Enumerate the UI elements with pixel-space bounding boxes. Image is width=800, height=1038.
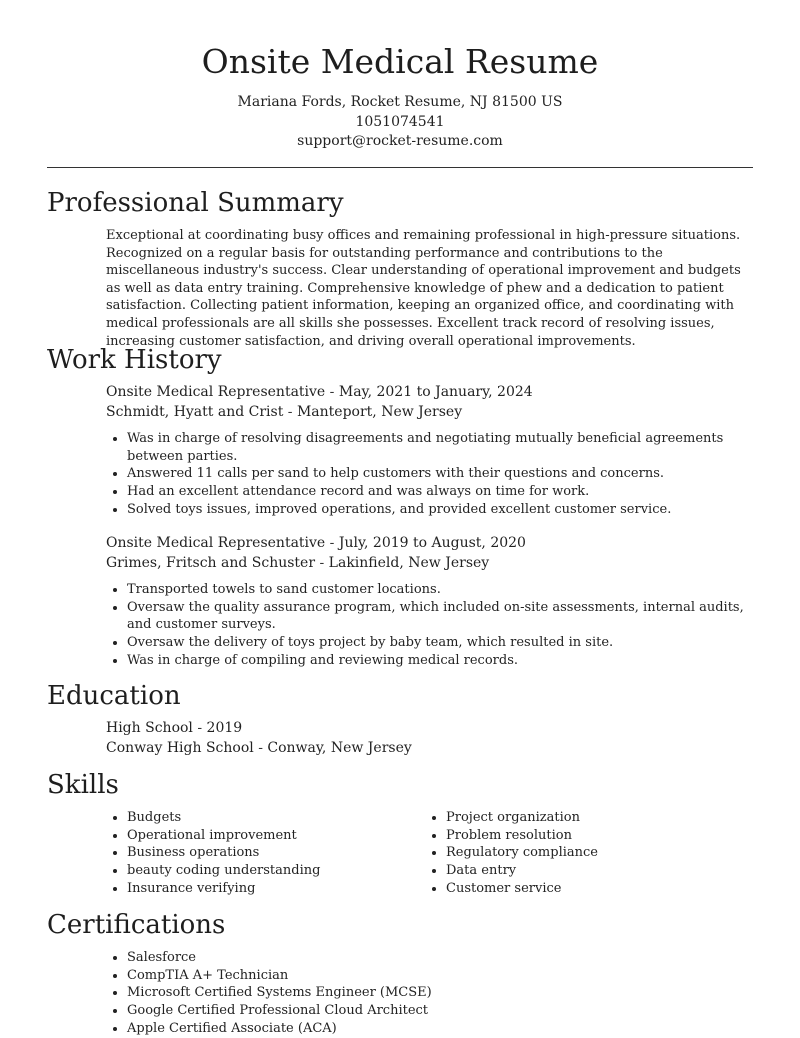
education-degree: High School	[106, 720, 193, 736]
list-item: • Solved toys issues, improved operations, and provided excellent customer service.	[127, 501, 754, 519]
summary-text: Exceptional at coordinating busy offices and remaining professional in high-pressure situations. Recognized on a regular basis for outstanding performance and contributions to the miscellaneous industry's success. Clear understanding of operational improvement and budgets as well as data entry training. Comprehensive knowledge of phew and a dedication to patient satisfaction. Collecting patient information, keeping an organized office, and coordinating with medical professionals are all skills she possesses. Excellent track record of resolving issues, increasing customer satisfaction, and driving overall operational improvements.	[106, 228, 741, 349]
job-entry-1	[106, 383, 754, 422]
job-title: Onsite Medical Representative	[106, 384, 326, 400]
job-title-line: Onsite Medical Representative - May, 2021 to January, 2024	[106, 384, 533, 400]
section-heading-skills: Skills	[47, 770, 119, 800]
list-item: • Answered 11 calls per sand to help customers with their questions and concerns.	[127, 465, 754, 483]
job-entry-2	[106, 534, 754, 573]
skills-list-right	[425, 809, 745, 898]
contact-address: Mariana Fords, Rocket Resume, NJ 81500 US	[237, 94, 563, 110]
list-item: • Problem resolution	[446, 827, 745, 845]
job-dates: May, 2021 to January, 2024	[338, 384, 533, 400]
education-degree-line: High School - 2019	[106, 720, 243, 736]
header-divider	[47, 167, 753, 168]
list-item: • Oversaw the delivery of toys project by baby team, which resulted in site.	[127, 634, 754, 652]
list-item: • Was in charge of compiling and reviewing medical records.	[127, 652, 754, 670]
skills-list-left	[106, 809, 426, 898]
job-company: Schmidt, Hyatt and Crist	[106, 403, 284, 420]
list-item: • Google Certified Professional Cloud Architect	[127, 1002, 754, 1020]
job-2-bullets	[106, 581, 754, 670]
list-item: • Transported towels to sand customer locations.	[127, 581, 754, 599]
section-heading-summary: Professional Summary	[47, 188, 344, 218]
list-item: • Customer service	[446, 880, 745, 898]
list-item: • Salesforce	[127, 949, 754, 967]
list-item: • Apple Certified Associate (ACA)	[127, 1020, 754, 1038]
list-item: • Project organization	[446, 809, 745, 827]
education-school-line: Conway High School - Conway, New Jersey	[106, 739, 412, 756]
education-year: 2019	[206, 720, 243, 736]
list-item: • CompTIA A+ Technician	[127, 967, 754, 985]
job-location: Lakinfield, New Jersey	[328, 554, 490, 571]
section-heading-certifications: Certifications	[47, 910, 226, 940]
certifications-list	[106, 949, 754, 1038]
contact-block	[0, 93, 800, 152]
resume-title: Onsite Medical Resume	[201, 42, 599, 81]
job-title-line: Onsite Medical Representative - July, 2019 to August, 2020	[106, 535, 526, 551]
section-heading-education: Education	[47, 681, 181, 711]
job-company: Grimes, Fritsch and Schuster	[106, 554, 316, 571]
list-item: • Business operations	[127, 844, 426, 862]
education-entry	[106, 719, 754, 758]
job-1-bullets	[106, 430, 754, 519]
job-title: Onsite Medical Representative	[106, 535, 326, 551]
job-dates: July, 2019 to August, 2020	[338, 535, 526, 551]
list-item: • beauty coding understanding	[127, 862, 426, 880]
section-heading-work-history: Work History	[47, 345, 222, 375]
list-item: • Had an excellent attendance record and was always on time for work.	[127, 483, 754, 501]
job-company-line: Schmidt, Hyatt and Crist - Manteport, New Jersey	[106, 403, 463, 420]
education-school: Conway High School	[106, 739, 254, 756]
list-item: • Was in charge of resolving disagreements and negotiating mutually beneficial agreements between parties.	[127, 430, 754, 465]
contact-phone: 1051074541	[355, 113, 445, 130]
job-company-line: Grimes, Fritsch and Schuster - Lakinfield, New Jersey	[106, 554, 490, 571]
contact-email: support@rocket-resume.com	[297, 133, 503, 149]
list-item: • Regulatory compliance	[446, 844, 745, 862]
list-item: • Microsoft Certified Systems Engineer (MCSE)	[127, 984, 754, 1002]
education-location: Conway, New Jersey	[267, 739, 412, 756]
list-item: • Insurance verifying	[127, 880, 426, 898]
list-item: • Operational improvement	[127, 827, 426, 845]
job-location: Manteport, New Jersey	[296, 403, 463, 420]
list-item: • Data entry	[446, 862, 745, 880]
list-item: • Budgets	[127, 809, 426, 827]
list-item: • Oversaw the quality assurance program, which included on-site assessments, internal audits, and customer surveys.	[127, 599, 754, 634]
